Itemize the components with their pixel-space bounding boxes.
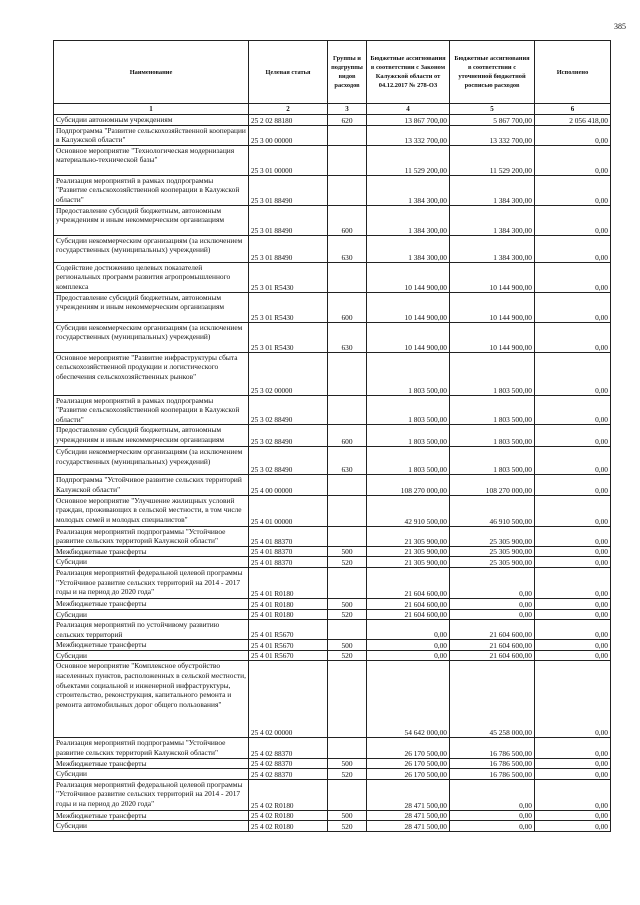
row-code: 25 4 01 R5670 xyxy=(249,620,328,640)
row-code: 25 2 02 88180 xyxy=(249,115,328,126)
row-code: 25 4 02 88370 xyxy=(249,769,328,780)
row-revised-amount: 108 270 000,00 xyxy=(450,475,535,495)
row-group xyxy=(328,262,367,292)
row-group: 600 xyxy=(328,292,367,322)
row-code: 25 4 02 R0180 xyxy=(249,779,328,810)
row-law-amount: 1 803 500,00 xyxy=(367,395,450,425)
row-group: 620 xyxy=(328,115,367,126)
row-law-amount: 10 144 900,00 xyxy=(367,292,450,322)
row-law-amount: 26 170 500,00 xyxy=(367,769,450,780)
table-row xyxy=(54,769,611,780)
row-law-amount: 42 910 500,00 xyxy=(367,495,450,526)
row-name: Предоставление субсидий бюджетным, автономным учреждениям и иным некоммерческим организациям xyxy=(54,205,249,235)
row-name: Реализация мероприятий федеральной целевой программы "Устойчивое развитие сельских территорий на 2014 - 2017 годы и на период до 2020 года" xyxy=(54,779,249,810)
row-group xyxy=(328,395,367,425)
row-executed-amount: 0,00 xyxy=(535,205,611,235)
row-revised-amount: 1 384 300,00 xyxy=(450,235,535,262)
column-numbers-row xyxy=(54,104,611,115)
row-group xyxy=(328,125,367,145)
header-revised: Бюджетные ассигнования в соответствии с уточненной бюджетной росписью расходов xyxy=(450,41,535,104)
row-revised-amount: 0,00 xyxy=(450,821,535,832)
row-name: Субсидии xyxy=(54,557,249,568)
row-name: Подпрограмма "Развитие сельскохозяйственной кооперации в Калужской области" xyxy=(54,125,249,145)
row-group: 500 xyxy=(328,758,367,769)
row-code: 25 4 01 R0180 xyxy=(249,567,328,598)
row-name: Межбюджетные трансферты xyxy=(54,598,249,609)
row-revised-amount: 10 144 900,00 xyxy=(450,262,535,292)
row-law-amount: 0,00 xyxy=(367,640,450,651)
row-name: Содействие достижению целевых показателей региональных программ развития агропромышленного комплекса xyxy=(54,262,249,292)
row-group: 630 xyxy=(328,447,367,475)
row-revised-amount: 45 258 000,00 xyxy=(450,661,535,738)
row-name: Субсидии xyxy=(54,609,249,620)
row-name: Основное мероприятие "Улучшение жилищных условий граждан, проживающих в сельской местности, в том числе молодых семей и молодых специалистов" xyxy=(54,495,249,526)
header-law: Бюджетные ассигнования в соответствии с Законом Калужской области от 04.12.2017 № 278-ОЗ xyxy=(367,41,450,104)
table-row xyxy=(54,292,611,322)
row-code: 25 4 01 R5670 xyxy=(249,650,328,661)
row-name: Субсидии некоммерческим организациям (за исключением государственных (муниципальных) учреждений) xyxy=(54,447,249,475)
row-executed-amount: 0,00 xyxy=(535,821,611,832)
row-revised-amount: 21 604 600,00 xyxy=(450,640,535,651)
row-group: 520 xyxy=(328,650,367,661)
row-executed-amount: 0,00 xyxy=(535,322,611,352)
table-body xyxy=(54,115,611,832)
table-row xyxy=(54,557,611,568)
table-row xyxy=(54,352,611,395)
row-executed-amount: 0,00 xyxy=(535,292,611,322)
row-code: 25 3 02 88490 xyxy=(249,425,328,447)
row-name: Межбюджетные трансферты xyxy=(54,810,249,821)
row-group xyxy=(328,175,367,205)
table-row xyxy=(54,205,611,235)
row-revised-amount: 0,00 xyxy=(450,598,535,609)
row-name: Реализация мероприятий в рамках подпрограммы "Развитие сельскохозяйственной кооперации в Калужской области" xyxy=(54,395,249,425)
row-revised-amount: 1 803 500,00 xyxy=(450,447,535,475)
row-group: 520 xyxy=(328,557,367,568)
row-revised-amount: 25 305 900,00 xyxy=(450,546,535,557)
row-code: 25 4 01 00000 xyxy=(249,495,328,526)
row-name: Основное мероприятие "Комплексное обустройство населенных пунктов, расположенных в сельской местности, объектами социальной и инженерной инфраструктуры, строительство, реконструкция, капитального ремонта и ремонта автомобильных дорог общего пользования" xyxy=(54,661,249,738)
row-code: 25 4 01 88370 xyxy=(249,557,328,568)
row-executed-amount: 0,00 xyxy=(535,475,611,495)
row-code: 25 4 00 00000 xyxy=(249,475,328,495)
row-executed-amount: 0,00 xyxy=(535,779,611,810)
row-executed-amount: 0,00 xyxy=(535,661,611,738)
table-row xyxy=(54,235,611,262)
row-code: 25 3 01 88490 xyxy=(249,175,328,205)
row-law-amount: 1 803 500,00 xyxy=(367,352,450,395)
row-executed-amount: 0,00 xyxy=(535,650,611,661)
row-revised-amount: 1 803 500,00 xyxy=(450,352,535,395)
row-code: 25 4 02 R0180 xyxy=(249,810,328,821)
row-revised-amount: 13 332 700,00 xyxy=(450,125,535,145)
row-code: 25 3 01 R5430 xyxy=(249,262,328,292)
row-revised-amount: 1 803 500,00 xyxy=(450,395,535,425)
table-row xyxy=(54,620,611,640)
table-row xyxy=(54,738,611,758)
row-executed-amount: 0,00 xyxy=(535,769,611,780)
table-row xyxy=(54,650,611,661)
budget-table xyxy=(53,40,611,832)
row-name: Межбюджетные трансферты xyxy=(54,640,249,651)
row-code: 25 3 01 88490 xyxy=(249,205,328,235)
row-code: 25 4 01 88370 xyxy=(249,526,328,546)
row-code: 25 4 01 88370 xyxy=(249,546,328,557)
row-revised-amount: 11 529 200,00 xyxy=(450,145,535,175)
row-executed-amount: 0,00 xyxy=(535,609,611,620)
row-name: Реализация мероприятий по устойчивому развитию сельских территорий xyxy=(54,620,249,640)
table-row xyxy=(54,661,611,738)
row-group: 520 xyxy=(328,609,367,620)
row-code: 25 3 01 88490 xyxy=(249,235,328,262)
row-name: Реализация мероприятий подпрограммы "Устойчивое развитие сельских территорий Калужской области" xyxy=(54,738,249,758)
table-header-row xyxy=(54,41,611,104)
row-executed-amount: 0,00 xyxy=(535,495,611,526)
row-law-amount: 54 642 000,00 xyxy=(367,661,450,738)
row-group xyxy=(328,738,367,758)
row-executed-amount: 0,00 xyxy=(535,557,611,568)
row-revised-amount: 16 786 500,00 xyxy=(450,758,535,769)
row-group: 500 xyxy=(328,810,367,821)
table-row xyxy=(54,758,611,769)
row-executed-amount: 0,00 xyxy=(535,175,611,205)
header-name: Наименование xyxy=(54,41,249,104)
row-law-amount: 10 144 900,00 xyxy=(367,262,450,292)
row-revised-amount: 25 305 900,00 xyxy=(450,557,535,568)
row-group: 630 xyxy=(328,235,367,262)
row-law-amount: 1 803 500,00 xyxy=(367,447,450,475)
table-row xyxy=(54,425,611,447)
row-code: 25 4 02 00000 xyxy=(249,661,328,738)
header-executed: Исполнено xyxy=(535,41,611,104)
table-row xyxy=(54,609,611,620)
row-code: 25 4 01 R0180 xyxy=(249,609,328,620)
column-number: 2 xyxy=(249,104,328,115)
row-name: Субсидии xyxy=(54,769,249,780)
row-name: Реализация мероприятий федеральной целевой программы "Устойчивое развитие сельских территорий на 2014 - 2017 годы и на период до 2020 года" xyxy=(54,567,249,598)
row-executed-amount: 0,00 xyxy=(535,598,611,609)
row-name: Субсидии xyxy=(54,821,249,832)
row-revised-amount: 16 786 500,00 xyxy=(450,738,535,758)
row-revised-amount: 10 144 900,00 xyxy=(450,292,535,322)
row-law-amount: 11 529 200,00 xyxy=(367,145,450,175)
row-revised-amount: 46 910 500,00 xyxy=(450,495,535,526)
row-law-amount: 21 604 600,00 xyxy=(367,609,450,620)
header-groups: Группы и подгруппы видов расходов xyxy=(328,41,367,104)
row-executed-amount: 2 056 418,00 xyxy=(535,115,611,126)
table-row xyxy=(54,495,611,526)
table-row xyxy=(54,810,611,821)
row-code: 25 4 01 R5670 xyxy=(249,640,328,651)
row-law-amount: 1 803 500,00 xyxy=(367,425,450,447)
row-code: 25 3 01 R5430 xyxy=(249,322,328,352)
row-law-amount: 21 305 900,00 xyxy=(367,557,450,568)
row-group xyxy=(328,567,367,598)
table-row xyxy=(54,322,611,352)
row-law-amount: 21 604 600,00 xyxy=(367,567,450,598)
row-executed-amount: 0,00 xyxy=(535,125,611,145)
row-code: 25 3 00 00000 xyxy=(249,125,328,145)
row-name: Субсидии некоммерческим организациям (за исключением государственных (муниципальных) учреждений) xyxy=(54,235,249,262)
row-executed-amount: 0,00 xyxy=(535,620,611,640)
row-revised-amount: 1 803 500,00 xyxy=(450,425,535,447)
column-number: 3 xyxy=(328,104,367,115)
row-law-amount: 1 384 300,00 xyxy=(367,235,450,262)
row-executed-amount: 0,00 xyxy=(535,567,611,598)
row-revised-amount: 10 144 900,00 xyxy=(450,322,535,352)
table-row xyxy=(54,640,611,651)
row-group xyxy=(328,352,367,395)
row-code: 25 3 02 00000 xyxy=(249,352,328,395)
column-number: 1 xyxy=(54,104,249,115)
row-executed-amount: 0,00 xyxy=(535,425,611,447)
table-row xyxy=(54,447,611,475)
row-group: 520 xyxy=(328,769,367,780)
row-law-amount: 1 384 300,00 xyxy=(367,175,450,205)
table-row xyxy=(54,125,611,145)
row-revised-amount: 1 384 300,00 xyxy=(450,205,535,235)
row-law-amount: 28 471 500,00 xyxy=(367,821,450,832)
table-row xyxy=(54,526,611,546)
row-revised-amount: 21 604 600,00 xyxy=(450,650,535,661)
row-executed-amount: 0,00 xyxy=(535,235,611,262)
row-executed-amount: 0,00 xyxy=(535,546,611,557)
row-law-amount: 28 471 500,00 xyxy=(367,779,450,810)
row-law-amount: 28 471 500,00 xyxy=(367,810,450,821)
table-row xyxy=(54,262,611,292)
row-executed-amount: 0,00 xyxy=(535,395,611,425)
row-group: 520 xyxy=(328,821,367,832)
table-row xyxy=(54,567,611,598)
table-row xyxy=(54,145,611,175)
row-law-amount: 0,00 xyxy=(367,650,450,661)
row-law-amount: 1 384 300,00 xyxy=(367,205,450,235)
page-number: 385 xyxy=(614,22,626,31)
row-name: Предоставление субсидий бюджетным, автономным учреждениям и иным некоммерческим организациям xyxy=(54,292,249,322)
table-row xyxy=(54,598,611,609)
row-group xyxy=(328,661,367,738)
row-code: 25 3 01 R5430 xyxy=(249,292,328,322)
row-group: 630 xyxy=(328,322,367,352)
row-name: Предоставление субсидий бюджетным, автономным учреждениям и иным некоммерческим организациям xyxy=(54,425,249,447)
row-name: Субсидии xyxy=(54,650,249,661)
table-row xyxy=(54,395,611,425)
row-name: Подпрограмма "Устойчивое развитие сельских территорий Калужской области" xyxy=(54,475,249,495)
row-name: Межбюджетные трансферты xyxy=(54,546,249,557)
row-group: 500 xyxy=(328,598,367,609)
row-name: Основное мероприятие "Технологическая модернизация материально-технической базы" xyxy=(54,145,249,175)
row-law-amount: 13 867 700,00 xyxy=(367,115,450,126)
row-law-amount: 10 144 900,00 xyxy=(367,322,450,352)
row-law-amount: 26 170 500,00 xyxy=(367,758,450,769)
row-revised-amount: 0,00 xyxy=(450,567,535,598)
row-law-amount: 21 305 900,00 xyxy=(367,526,450,546)
row-revised-amount: 0,00 xyxy=(450,810,535,821)
row-law-amount: 21 305 900,00 xyxy=(367,546,450,557)
row-executed-amount: 0,00 xyxy=(535,447,611,475)
row-law-amount: 13 332 700,00 xyxy=(367,125,450,145)
row-group: 600 xyxy=(328,205,367,235)
row-code: 25 4 02 88370 xyxy=(249,758,328,769)
row-group: 500 xyxy=(328,546,367,557)
row-name: Реализация мероприятий подпрограммы "Устойчивое развитие сельских территорий Калужской области" xyxy=(54,526,249,546)
row-executed-amount: 0,00 xyxy=(535,526,611,546)
row-group xyxy=(328,495,367,526)
header-article: Целевая статья xyxy=(249,41,328,104)
row-revised-amount: 1 384 300,00 xyxy=(450,175,535,205)
row-code: 25 4 02 R0180 xyxy=(249,821,328,832)
row-name: Субсидии некоммерческим организациям (за исключением государственных (муниципальных) учреждений) xyxy=(54,322,249,352)
row-executed-amount: 0,00 xyxy=(535,262,611,292)
row-group xyxy=(328,526,367,546)
row-revised-amount: 0,00 xyxy=(450,609,535,620)
row-executed-amount: 0,00 xyxy=(535,640,611,651)
row-code: 25 3 01 00000 xyxy=(249,145,328,175)
column-number: 6 xyxy=(535,104,611,115)
row-revised-amount: 5 867 700,00 xyxy=(450,115,535,126)
row-group xyxy=(328,145,367,175)
row-law-amount: 26 170 500,00 xyxy=(367,738,450,758)
row-revised-amount: 0,00 xyxy=(450,779,535,810)
row-executed-amount: 0,00 xyxy=(535,145,611,175)
row-revised-amount: 21 604 600,00 xyxy=(450,620,535,640)
row-executed-amount: 0,00 xyxy=(535,738,611,758)
row-code: 25 3 02 88490 xyxy=(249,395,328,425)
row-executed-amount: 0,00 xyxy=(535,758,611,769)
row-group: 600 xyxy=(328,425,367,447)
row-law-amount: 108 270 000,00 xyxy=(367,475,450,495)
table-row xyxy=(54,175,611,205)
row-code: 25 4 02 88370 xyxy=(249,738,328,758)
row-revised-amount: 16 786 500,00 xyxy=(450,769,535,780)
row-code: 25 3 02 88490 xyxy=(249,447,328,475)
row-law-amount: 21 604 600,00 xyxy=(367,598,450,609)
row-code: 25 4 01 R0180 xyxy=(249,598,328,609)
row-name: Основное мероприятие "Развитие инфраструктуры сбыта сельскохозяйственной продукции и логистического обеспечения сельскохозяйственных рынков" xyxy=(54,352,249,395)
table-row xyxy=(54,779,611,810)
row-group: 500 xyxy=(328,640,367,651)
column-number: 5 xyxy=(450,104,535,115)
row-law-amount: 0,00 xyxy=(367,620,450,640)
table-row xyxy=(54,475,611,495)
table-row xyxy=(54,115,611,126)
row-name: Субсидии автономным учреждениям xyxy=(54,115,249,126)
table-row xyxy=(54,821,611,832)
row-name: Реализация мероприятий в рамках подпрограммы "Развитие сельскохозяйственной кооперации в Калужской области" xyxy=(54,175,249,205)
row-group xyxy=(328,620,367,640)
row-executed-amount: 0,00 xyxy=(535,810,611,821)
row-name: Межбюджетные трансферты xyxy=(54,758,249,769)
row-group xyxy=(328,779,367,810)
column-number: 4 xyxy=(367,104,450,115)
row-group xyxy=(328,475,367,495)
row-executed-amount: 0,00 xyxy=(535,352,611,395)
row-revised-amount: 25 305 900,00 xyxy=(450,526,535,546)
table-row xyxy=(54,546,611,557)
